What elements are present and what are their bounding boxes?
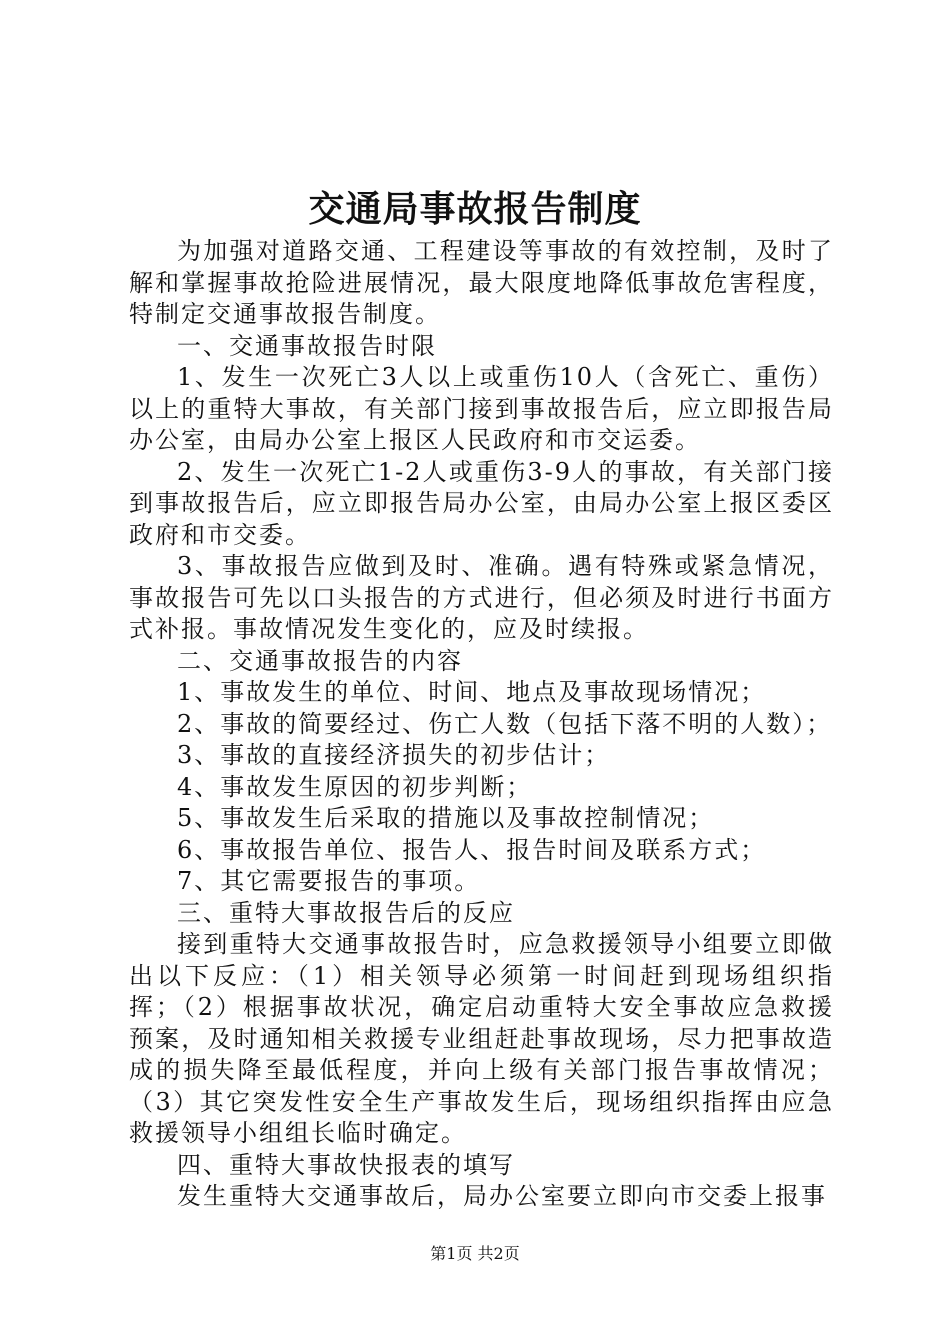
list-item: 6、事故报告单位、报告人、报告时间及联系方式；: [177, 835, 767, 864]
paragraph: 1、发生一次死亡3人以上或重伤10人（含死亡、重伤）以上的重特大事故，有关部门接到事故报告后，应立即报告局办公室，由局办公室上报区人民政府和市交运委。: [129, 363, 834, 454]
list-item: 7、其它需要报告的事项。: [177, 867, 481, 895]
list-item: 2、事故的简要经过、伤亡人数（包括下落不明的人数）；: [177, 709, 833, 738]
paragraph: 2、发生一次死亡1-2人或重伤3-9人的事故，有关部门接到事故报告后，应立即报告局办公室，由局办公室上报区委区政府和市交委。: [129, 457, 834, 549]
paragraph: 3、事故报告应做到及时、准确。遇有特殊或紧急情况，事故报告可先以口头报告的方式进行，但必须及时进行书面方式补报。事故情况发生变化的，应及时续报。: [129, 552, 834, 643]
list-item: 3、事故的直接经济损失的初步估计；: [177, 741, 611, 769]
section-heading-2: 二、交通事故报告的内容: [177, 646, 463, 675]
document-title: 交通局事故报告制度: [308, 188, 642, 230]
section-heading-3: 三、重特大事故报告后的反应: [177, 898, 515, 927]
paragraph: 接到重特大交通事故报告时，应急救援领导小组要立即做出以下反应：（1）相关领导必须第一时间赶到现场组织指挥；（2）根据事故状况，确定启动重特大安全事故应急救援预案，及时通知相关救援专业组赶赴事故现场，尽力把事故造成的损失降至最低程度，并向上级有关部门报告事故情况；（3）其它突发性安全生产事故发生后，现场组织指挥由应急救援领导小组组长临时确定。: [129, 930, 834, 1147]
section-heading-1: 一、交通事故报告时限: [177, 331, 437, 360]
document-body: [129, 236, 834, 1213]
list-item: 5、事故发生后采取的措施以及事故控制情况；: [177, 804, 715, 832]
paragraph-intro: 为加强对道路交通、工程建设等事故的有效控制，及时了解和掌握事故抢险进展情况，最大限度地降低事故危害程度，特制定交通事故报告制度。: [129, 237, 834, 328]
page-number-footer: 第1页 共2页: [430, 1244, 520, 1263]
paragraph: 发生重特大交通事故后，局办公室要立即向市交委上报事: [177, 1182, 827, 1210]
list-item: 1、事故发生的单位、时间、地点及事故现场情况；: [177, 678, 767, 706]
list-item: 4、事故发生原因的初步判断；: [177, 772, 533, 801]
section-heading-4: 四、重特大事故快报表的填写: [177, 1150, 515, 1179]
